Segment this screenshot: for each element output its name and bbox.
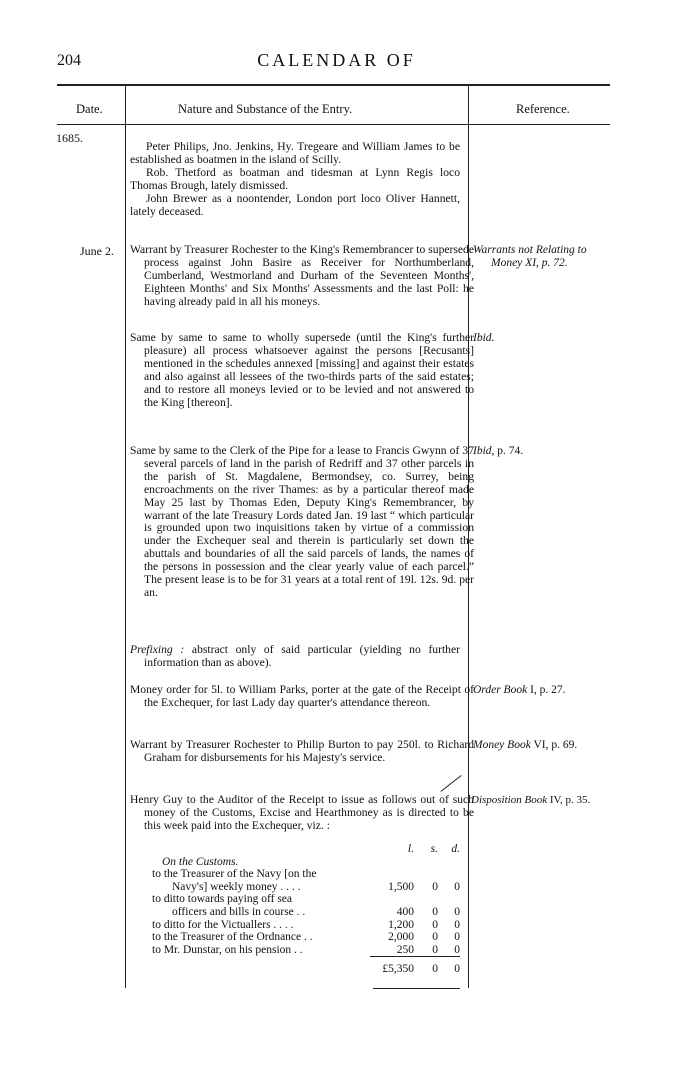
- entry-warrant-burton: Warrant by Treasurer Rochester to Philip Burton to pay 250l. to Richard Graham for disbursements for his Majesty's service.: [130, 738, 474, 764]
- reference-order-book-label: Order Book: [473, 684, 528, 696]
- reference-order-book: [473, 684, 623, 697]
- prefix-label: Prefixing :: [130, 643, 185, 656]
- entry-date: June 2.: [80, 244, 114, 258]
- entry-gwynn-lease-text: Same by same to the Clerk of the Pipe for a lease to Francis Gwynn of 37 several parcels of land in the parish of Redriff and 37 other parcels in the parish of St. Magdalene, Bermondsey, co. Surrey, being encroachments on the river Thames: as by a particular thereof made May 25 last by Thomas Eden, Deputy King's Remembrancer, by warrant of the late Treasury Lords dated Jan. 19 last “ which particular is grounded upon two inquisitions taken by virtue of a commission under the Exchequer seal and therein is particularly set down the abuttals and boundaries of all the said parcels of lands, the names of the persons in possession and the clear yearly value of each parcel.” The present lease is to be for 31 years at a total rent of 19l. 12s. 9d. per an.: [130, 444, 474, 599]
- customs-subhead: On the Customs.: [162, 855, 239, 868]
- entry-recusants: Same by same to same to wholly supersede (until the King's further pleasure) all process whatsoever against the persons [Recusants] mentioned in the schedules annexed [missing] and against their estates and also against all lessees of the two-thirds parts of the said estates; and to restore all moneys levied or to be levied and not answered to the King [thereon].: [130, 331, 474, 409]
- column-head-nature: Nature and Substance of the Entry.: [178, 102, 353, 116]
- page-title: CALENDAR OF: [257, 50, 416, 70]
- table-row: to ditto towards paying off sea: [152, 893, 292, 906]
- head-shillings: s.: [430, 843, 438, 855]
- total-bottom-rule: [373, 988, 460, 989]
- entry-guy-issue: Henry Guy to the Auditor of the Receipt to issue as follows out of such money of the Customs, Excise and Hearthmoney as is directed to be this week paid into the Exchequer, viz. :: [130, 793, 474, 832]
- date-column-rule: [125, 84, 126, 988]
- total-shillings: 0: [414, 957, 438, 976]
- table-row: to Mr. Dunstar, on his pension . . 250 0 0: [152, 943, 460, 957]
- year-label: 1685.: [56, 131, 83, 145]
- reference-ibid-page: , p. 74.: [491, 445, 524, 457]
- reference-money-book: [473, 739, 623, 752]
- column-head-date: Date.: [76, 102, 103, 116]
- reference-ibid-label: Ibid: [473, 445, 492, 457]
- table-row: to ditto for the Victuallers . . . . 1,200 0 0: [152, 918, 460, 931]
- reference-order-book-page: I, p. 27.: [527, 684, 566, 696]
- entry-gwynn-prefix: [130, 644, 460, 670]
- entry-gwynn-lease: [130, 445, 474, 600]
- entry-warrant-basire: Warrant by Treasurer Rochester to the King's Remembrancer to supersede process against John Basire as Receiver for Northumberland, Cumberland, Westmorland and Durham of the Seventeen Months', Eighteen Months' and Six Months' Assessments and the last Poll: he having already paid in all his moneys.: [130, 243, 474, 308]
- reference-money-book-page: VI, p. 69.: [530, 739, 578, 751]
- head-pounds: l.: [407, 843, 414, 855]
- reference-warrants-line2: Money XI, p. 72.: [491, 257, 568, 269]
- table-row: officers and bills in course . . 400 0 0: [172, 905, 460, 918]
- header-top-rule: [57, 84, 610, 86]
- entry-money-order: Money order for 5l. to William Parks, porter at the gate of the Receipt of the Exchequer, for last Lady day quarter's attendance thereon.: [130, 683, 474, 709]
- entry-appointments-p1: Peter Philips, Jno. Jenkins, Hy. Tregeare and William James to be established as boatmen in the island of Scilly.: [130, 140, 460, 166]
- total-pounds: £5,350: [370, 957, 414, 976]
- table-row: to the Treasurer of the Navy [on the: [152, 868, 317, 881]
- entry-appointments-p2: Rob. Thetford as boatman and tidesman at Lynn Regis loco Thomas Brough, lately dismissed.: [130, 165, 460, 192]
- disbursement-table: [152, 843, 460, 976]
- reference-disposition-book: [471, 794, 641, 807]
- table-head-row: [152, 843, 460, 856]
- reference-warrants-line1: Warrants not Relating to: [473, 244, 587, 256]
- table-subhead-row: [152, 856, 460, 869]
- reference-disposition-page: IV, p. 35.: [547, 794, 591, 806]
- column-head-reference: Reference.: [516, 102, 570, 116]
- reference-ibid-p74: [473, 445, 623, 458]
- reference-money-book-label: Money Book: [473, 739, 531, 751]
- page-number: 204: [57, 52, 81, 69]
- pen-stroke: [440, 775, 461, 792]
- table-row: to the Treasurer of the Ordnance . . 2,000 0 0: [152, 931, 460, 944]
- table-total-row: [152, 957, 460, 976]
- reference-ibid: Ibid.: [473, 332, 495, 344]
- entry-appointments-p3: John Brewer as a noontender, London port loco Oliver Hannett, lately deceased.: [130, 191, 460, 218]
- head-pence: d.: [451, 843, 460, 855]
- header-bottom-rule: [57, 124, 610, 125]
- prefix-text: abstract only of said particular (yielding no further information than as above).: [144, 643, 460, 669]
- entry-appointments: [130, 141, 460, 218]
- reference-warrants: [473, 244, 623, 270]
- total-pence: 0: [438, 957, 460, 976]
- table-row: Navy's] weekly money . . . . 1,500 0 0: [172, 880, 460, 893]
- reference-disposition-label: Disposition Book: [471, 794, 548, 806]
